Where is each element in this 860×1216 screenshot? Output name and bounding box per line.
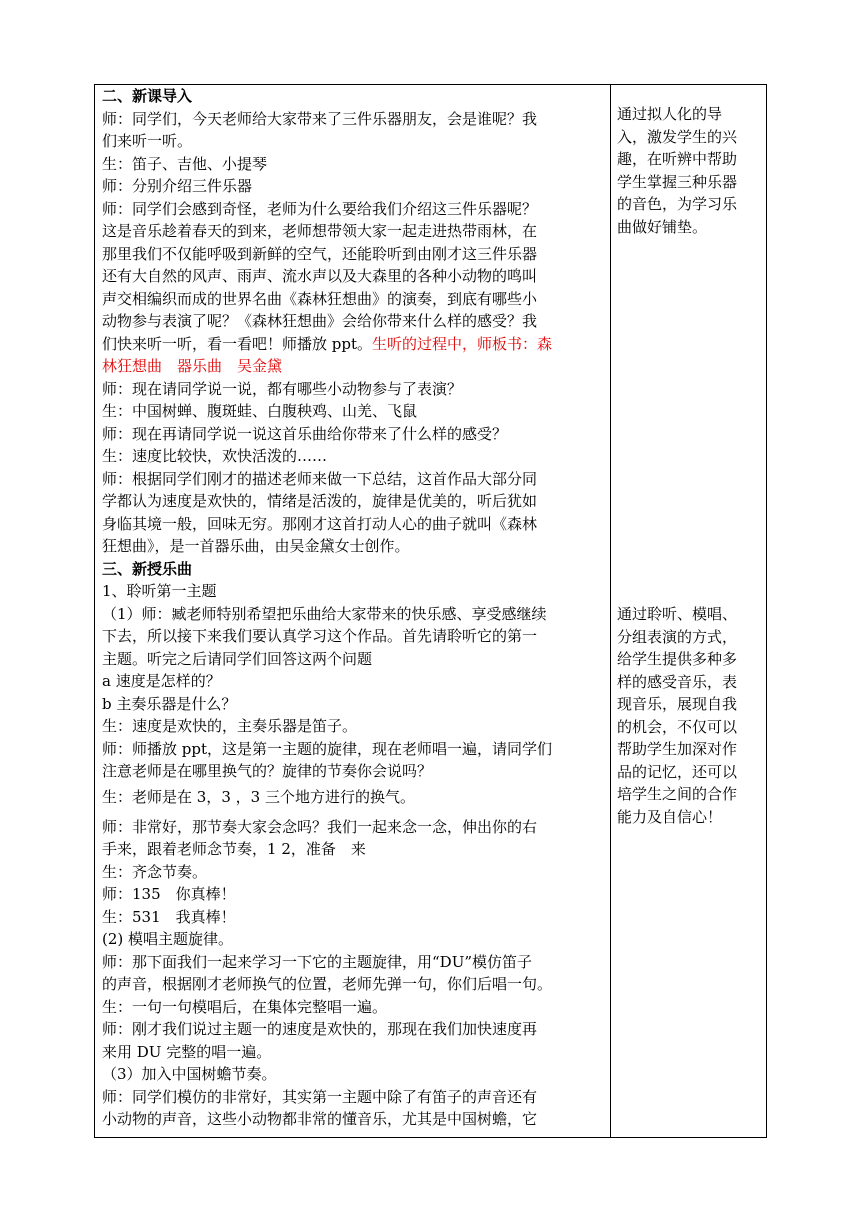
text-line: 师：分别介绍三件乐器	[102, 177, 253, 195]
text-line: 学都认为速度是欢快的，情绪是活泼的，旋律是优美的，听后犹如	[102, 492, 538, 510]
text-line: 注意老师是在哪里换气的？旋律的节奏你会说吗？	[102, 762, 433, 780]
board-writing-note-continued: 林狂想曲 器乐曲 吴金黛	[102, 357, 283, 375]
text-line: 的声音，根据刚才老师换气的位置，老师先弹一句，你们后唱一句。	[102, 975, 553, 993]
text-line: 主题。听完之后请同学们回答这两个问题	[102, 649, 373, 668]
design-note-line: 给学生提供多种多	[617, 650, 738, 668]
text-line: 手来，跟着老师念节奏，1 2，准备 来	[102, 840, 366, 858]
text-line: 师：同学们会感到奇怪，老师为什么要给我们介绍这三件乐器呢？	[102, 199, 538, 218]
text-line: b 主奏乐器是什么？	[102, 694, 237, 713]
text-line: （3）加入中国树蟾节奏。	[102, 1065, 277, 1083]
text-line: 生：一句一句模唱后，在集体完整唱一遍。	[102, 997, 388, 1016]
section-3-paragraph	[102, 580, 607, 783]
text-line: 生：笛子、吉他、小提琴	[102, 154, 268, 173]
text-line: (2) 模唱主题旋律。	[102, 930, 234, 948]
text-line: 师：现在请同学说一说，都有哪些小动物参与了表演？	[102, 379, 463, 398]
design-note-line: 品的记忆，还可以	[617, 762, 738, 781]
design-note-2	[617, 603, 763, 828]
text-line: 师：同学们，今天老师给大家带来了三件乐器朋友，会是谁呢？我	[102, 109, 538, 128]
design-note-line: 样的感受音乐，表	[617, 672, 738, 691]
section-2-paragraph	[102, 108, 607, 333]
text-line: 还有大自然的风声、雨声、流水声以及大森里的各种小动物的鸣叫	[102, 267, 538, 285]
text-line: 生：速度比较快，欢快活泼的……	[102, 447, 328, 465]
text-line: 师：135 你真棒！	[102, 885, 236, 903]
text-line: 师：师播放 ppt，这是第一主题的旋律，现在老师唱一遍，请同学们	[102, 739, 553, 758]
text-line: 师：根据同学们刚才的描述老师来做一下总结，这首作品大部分同	[102, 469, 538, 488]
column-divider	[610, 85, 611, 1137]
main-content-column	[102, 85, 607, 1131]
dotted-note: 3	[221, 783, 231, 812]
text-line: 1、聆听第一主题	[102, 582, 217, 600]
text-line: 师：刚才我们说过主题一的速度是欢快的，那现在我们加快速度再	[102, 1020, 538, 1038]
text-line: 生：531 我真棒！	[102, 907, 236, 926]
design-note-line: 的音色，为学习乐	[617, 195, 738, 213]
design-note-line: 的机会，不仅可以	[617, 717, 738, 736]
text-line: 生：中国树蝉、腹斑蛙、白腹秧鸡、山羌、飞鼠	[102, 402, 418, 420]
design-note-line: 现音乐，展现自我	[617, 695, 738, 713]
design-note-line: 分组表演的方式，	[617, 627, 738, 646]
breath-line	[102, 783, 607, 812]
text-line: 这是音乐趁着春天的到来，老师想带领大家一起走进热带雨林，在	[102, 222, 538, 240]
design-note-line: 培学生之间的合作	[617, 785, 738, 803]
text-line	[102, 333, 607, 356]
text-line: 们来听一听。	[102, 132, 193, 150]
design-note-line: 学生掌握三种乐器	[617, 172, 738, 191]
text-line: 师：那下面我们一起来学习一下它的主题旋律，用“DU”模仿笛子	[102, 952, 533, 971]
design-note-line: 趣，在听辨中帮助	[617, 150, 738, 168]
text-line: （1）师：臧老师特别希望把乐曲给大家带来的快乐感、享受感继续	[102, 604, 547, 623]
text-line: 生：速度是欢快的，主奏乐器是笛子。	[102, 717, 358, 735]
text-line: 来用 DU 完整的唱一遍。	[102, 1042, 272, 1061]
text-line: 师：同学们模仿的非常好，其实第一主题中除了有笛子的声音还有	[102, 1087, 538, 1106]
text-line: 师：非常好，那节奏大家会念吗？我们一起来念一念，伸出你的右	[102, 817, 538, 836]
text-line: 师：现在再请同学说一说这首乐曲给你带来了什么样的感受？	[102, 424, 508, 443]
section-3-title: 三、新授乐曲	[102, 559, 193, 578]
design-note-line: 帮助学生加深对作	[617, 740, 738, 758]
text-line: 身临其境一般，回味无穷。那刚才这首打动人心的曲子就叫《森林	[102, 514, 538, 533]
board-writing-note: 生听的过程中，师板书：森	[372, 334, 553, 353]
text-line: 下去，所以接下来我们要认真学习这个作品。首先请聆听它的第一	[102, 627, 538, 645]
breath-line-suffix: ，3 三个地方进行的换气。	[230, 787, 415, 806]
text-line: 动物参与表演了呢？《森林狂想曲》会给你带来什么样的感受？我	[102, 312, 538, 330]
text-line: 狂想曲》，是一首器乐曲，由吴金黛女士创作。	[102, 537, 410, 555]
lesson-plan-table	[94, 84, 767, 1138]
section-3-dialogue	[102, 816, 607, 1131]
section-2-title: 二、新课导入	[102, 87, 193, 105]
text-line: a 速度是怎样的？	[102, 672, 221, 690]
text-line: 那里我们不仅能呼吸到新鲜的空气，还能聆听到由刚才这三件乐器	[102, 244, 538, 263]
text-line: 声交相编织而成的世界名曲《森林狂想曲》的演奏，到底有哪些小	[102, 289, 538, 308]
design-note-line: 能力及自信心！	[617, 807, 723, 826]
side-notes-column	[617, 103, 763, 826]
breath-line-prefix: 生：老师是在 3，	[102, 787, 222, 806]
text-line: 生：齐念节奏。	[102, 862, 208, 881]
section-2-dialogue	[102, 378, 607, 558]
text-line: 小动物的声音，这些小动物都非常的懂音乐，尤其是中国树蟾，它	[102, 1110, 538, 1128]
design-note-line: 通过拟人化的导	[617, 105, 723, 123]
design-note-line: 入，激发学生的兴	[617, 127, 738, 146]
design-note-line: 通过聆听、模唱、	[617, 605, 738, 623]
text-line-black: 们快来听一听，看一看吧！师播放 ppt。	[102, 334, 373, 353]
design-note-1	[617, 103, 763, 238]
design-note-line: 曲做好铺垫。	[617, 217, 708, 236]
